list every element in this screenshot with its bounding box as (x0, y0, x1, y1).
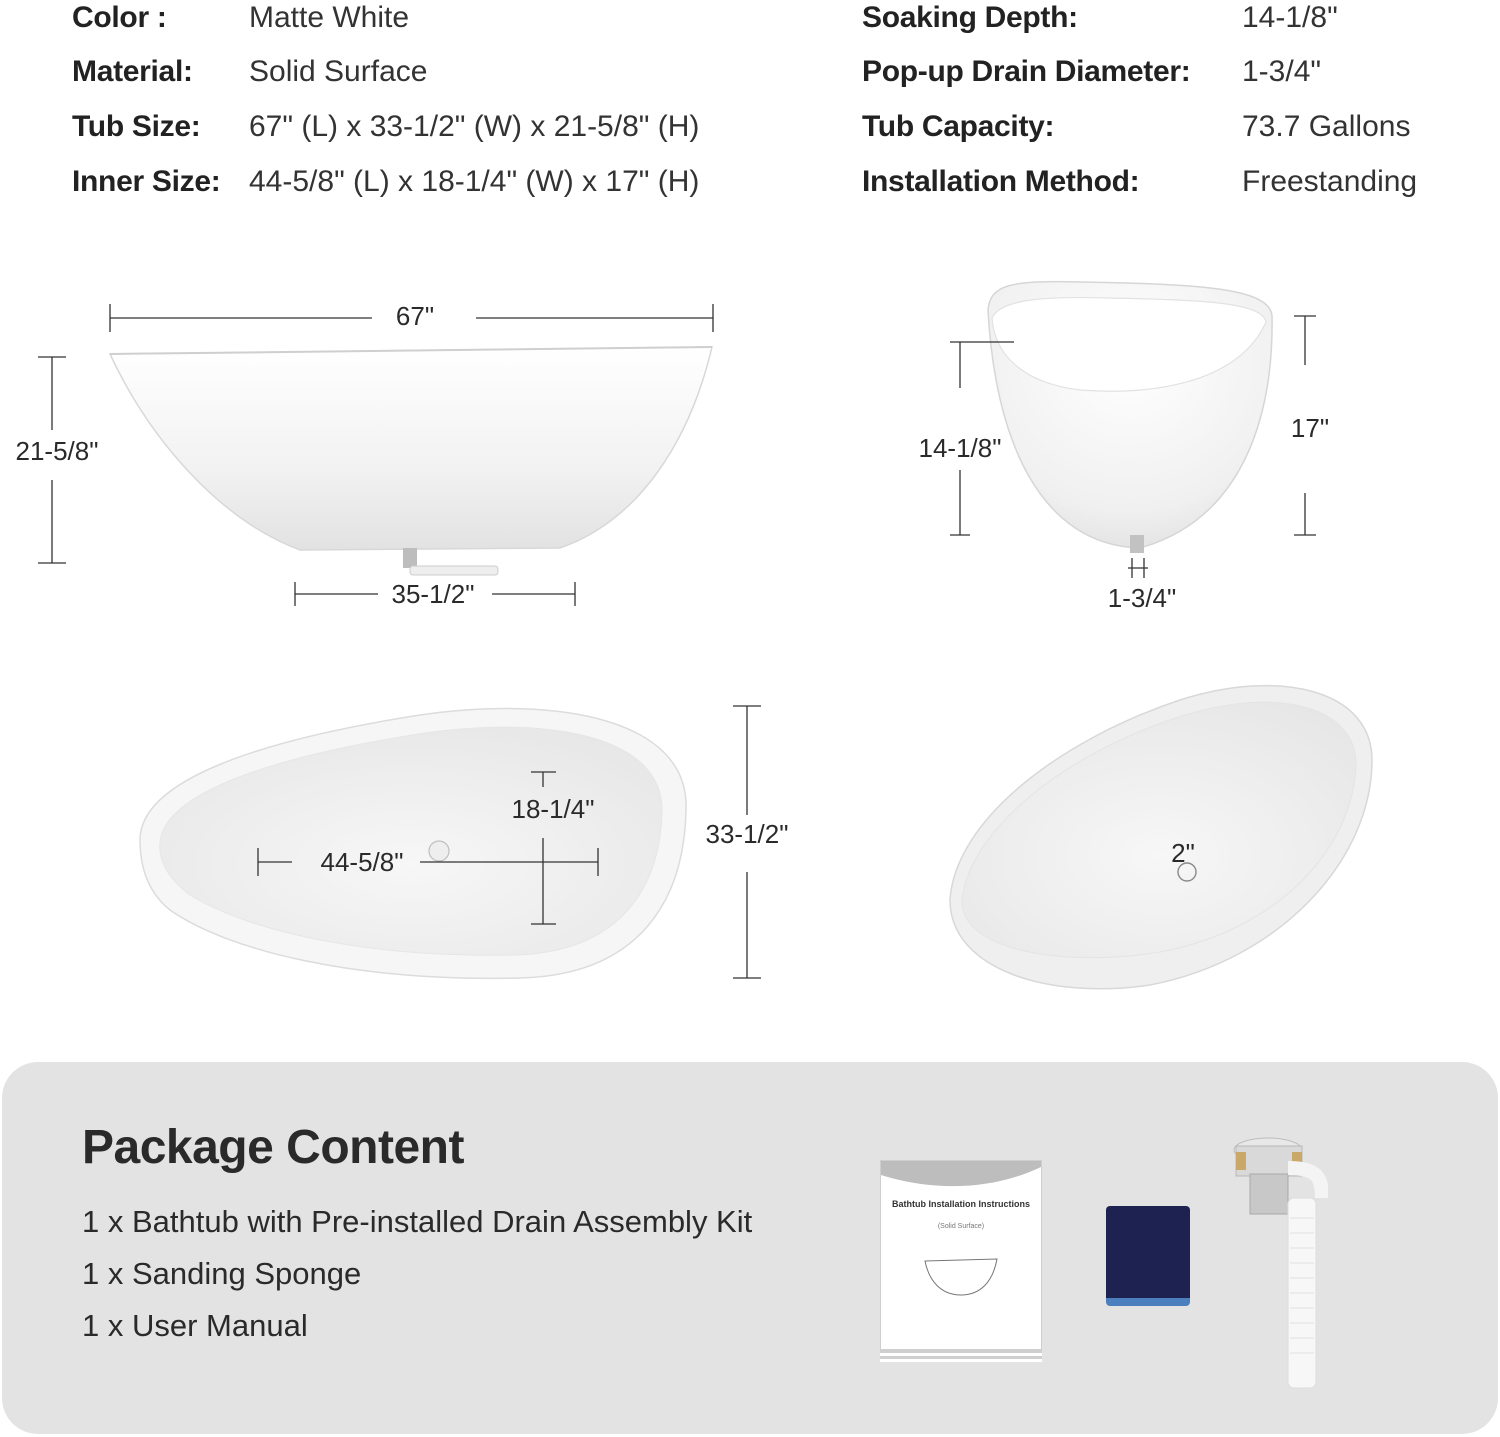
spec-value-text: Freestanding (1242, 165, 1418, 198)
user-manual-image (880, 1160, 1042, 1350)
side-view-tub (110, 347, 712, 575)
manual-subtitle: (Solid Surface) (937, 1223, 985, 1230)
spec-value-text: Matte White (249, 1, 410, 34)
spec-label-installation-method: Installation Method: (862, 165, 1140, 198)
spec-label-tub-capacity: Tub Capacity: (862, 110, 1055, 143)
spec-label-tub-size: Tub Size: (72, 110, 201, 143)
dim-front-drain (1108, 558, 1177, 613)
spec-label-soaking-depth: Soaking Depth: (862, 1, 1078, 34)
side-height-label: 21-5/8" (15, 436, 99, 466)
spec-value-text: 44-5/8" (L) x 18-1/4" (W) x 17" (H) (249, 165, 700, 198)
spec-label-inner-size: Inner Size: (72, 165, 221, 198)
sanding-sponge-image (1106, 1206, 1190, 1306)
list-item: 1 x Bathtub with Pre-installed Drain Assembly Kit (82, 1204, 753, 1239)
manual-title: Bathtub Installation Instructions (891, 1199, 1030, 1209)
dim-top-width (706, 706, 789, 978)
spec-value-text: 14-1/8" (1242, 1, 1338, 34)
side-length-label: 67" (395, 301, 435, 331)
spec-label-color: Color : (72, 1, 167, 34)
list-item: 1 x User Manual (82, 1308, 308, 1343)
top-inner-width-label: 18-1/4" (511, 794, 595, 824)
side-base-label: 35-1/2" (391, 579, 475, 609)
front-view-tub (988, 282, 1272, 553)
front-height-label: 17" (1290, 413, 1330, 443)
manual-header-graphic (881, 1161, 1041, 1195)
package-title: Package Content (82, 1121, 464, 1174)
front-soak-label: 14-1/8" (918, 433, 1002, 463)
dim-side-height (16, 357, 99, 563)
spec-value-text: 1-3/4" (1242, 55, 1322, 88)
spec-label-material: Material: (72, 55, 193, 88)
overflow-label: 2" (1171, 838, 1195, 868)
list-item: 1 x Sanding Sponge (82, 1256, 362, 1291)
spec-label-drain-diameter: Pop-up Drain Diameter: (862, 55, 1191, 88)
top-view-tub (140, 709, 686, 979)
dim-side-base (295, 579, 575, 609)
angled-view-tub (950, 686, 1372, 989)
manual-tub-icon (921, 1251, 1001, 1301)
dim-side-length (110, 301, 713, 332)
spec-value-text: Solid Surface (249, 55, 428, 88)
top-inner-length-label: 44-5/8" (320, 847, 404, 877)
package-list (82, 1196, 752, 1352)
top-width-label: 33-1/2" (705, 819, 789, 849)
drain-assembly-image (1228, 1128, 1328, 1393)
front-drain-label: 1-3/4" (1107, 583, 1177, 613)
spec-value-text: 73.7 Gallons (1242, 110, 1411, 143)
spec-value-text: 67" (L) x 33-1/2" (W) x 21-5/8" (H) (249, 110, 700, 143)
dim-front-height (1291, 316, 1329, 535)
dim-overflow (1171, 838, 1195, 868)
